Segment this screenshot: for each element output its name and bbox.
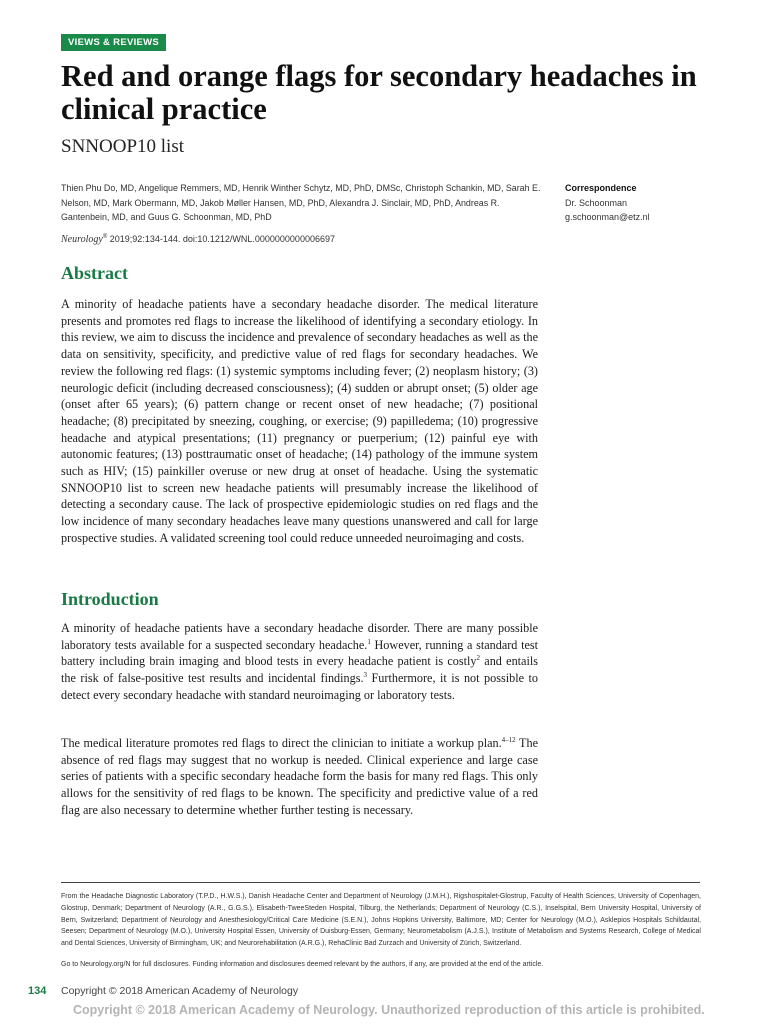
article-subtitle: SNNOOP10 list [61, 136, 184, 157]
correspondence-name: Dr. Schoonman [565, 197, 628, 208]
intro-p1-text-c: and entails the risk of false-positive test results and incidental findings. [61, 654, 538, 686]
correspondence-email[interactable]: g.schoonman@etz.nl [565, 212, 650, 223]
article-title: Red and orange flags for secondary headaches in clinical practice [61, 59, 697, 126]
journal-name: Neurology [61, 234, 103, 245]
registered-mark: ® [102, 234, 108, 240]
copyright-line: Copyright © 2018 American Academy of Neurology [61, 985, 299, 997]
footnote-divider [61, 882, 700, 883]
abstract-heading: Abstract [61, 263, 128, 283]
correspondence-block [565, 181, 745, 225]
citation-line [61, 234, 541, 245]
reference-link[interactable]: 2 [476, 654, 481, 663]
reference-link[interactable]: 3 [363, 671, 368, 680]
introduction-paragraph-1 [61, 620, 538, 704]
author-list: Thien Phu Do, MD, Angelique Remmers, MD, Henrik Winther Schytz, MD, PhD, DMSc, Christoph Schankin, MD, Sarah E. Nelson, MD, Mark Obermann, MD, Jakob Møller Hansen, MD, PhD, Alexandra J. Sinclair, MD, PhD, Andreas R. Gantenbein, MD, and Guus G. Schoonman, MD, PhD [61, 183, 541, 223]
intro-p1-text-b: However, running a standard test battery including brain imaging and blood tests in every headache patient is costly [61, 637, 538, 669]
copyright-watermark: Copyright © 2018 American Academy of Neurology. Unauthorized reproduction of this article is prohibited. [73, 1003, 705, 1017]
page-number: 134 [28, 985, 47, 997]
introduction-heading: Introduction [61, 589, 159, 609]
citation-details: 2019;92:134-144. doi:10.1212/WNL.0000000000006697 [107, 234, 335, 244]
intro-p1-text-d: Furthermore, it is not possible to detect every secondary headache with standard neuroimaging or laboratory tests. [61, 671, 538, 702]
abstract-text: A minority of headache patients have a secondary headache disorder. The medical literature presents and promotes red flags to increase the likelihood of identifying a secondary etiology. In this review, we aim to discuss the incidence and prevalence of secondary headaches as well as the data on sensitivity, specificity, and predictive value of red flags for secondary headaches. We review the following red flags: (1) systemic symptoms including fever; (2) neoplasm history; (3) neurologic deficit (including decreased consciousness); (4) sudden or abrupt onset; (5) older age (onset after 65 years); (6) pattern change or recent onset of new headache; (7) positional headache; (8) precipitated by sneezing, coughing, or exercise; (9) papilledema; (10) progressive headache and atypical presentations; (11) pregnancy or puerperium; (12) painful eye with autonomic features; (13) posttraumatic onset of headache; (14) pathology of the immune system such as HIV; (15) painkiller overuse or new drug at onset of headache. Using the systematic SNNOOP10 list to screen new headache patients will presumably increase the likelihood of detecting a secondary cause. The lack of prospective epidemiologic studies on red flags and the low incidence of many secondary headaches leave many questions unanswered and call for large prospective studies. A validated screening tool could reduce unneeded neuroimaging and costs. [61, 297, 538, 545]
introduction-paragraph-2 [61, 735, 538, 819]
intro-p1-text-a: A minority of headache patients have a secondary headache disorder. There are many possible laboratory tests available for a suspected secondary headache. [61, 621, 538, 652]
reference-link[interactable]: 4–12 [501, 735, 516, 744]
correspondence-heading: Correspondence [565, 183, 637, 193]
disclosures-footnote: Go to Neurology.org/N for full disclosures. Funding information and disclosures deemed relevant by the authors, if any, are provided at the end of the article. [61, 961, 544, 968]
reference-link[interactable]: 1 [367, 637, 371, 646]
intro-p2-text-b: The absence of red flags may suggest that no workup is needed. Clinical experience and large case series of patients with a specific secondary headache form the basis for many red flags. This only allows for the sensitivity of red flags to be known. The specificity and predictive value of a red flag are also necessary to determine whether further testing is necessary. [61, 736, 539, 817]
section-badge: VIEWS & REVIEWS [61, 34, 166, 51]
affiliations-footnote: From the Headache Diagnostic Laboratory (T.P.D., H.W.S.), Danish Headache Center and Department of Neurology (J.M.H.), Rigshospitalet-Glostrup, Faculty of Health Sciences, University of Copenhagen, Glostrup, Denmark; Department of Neurology (A.R., G.G.S.), Elisabeth-TweeSteden Hospital, Tilburg, the Netherlands; Department of Neurology (C.S.), Inselspital, Bern University Hospital, University of Bern, Switzerland; Department of Neurology and Anesthesiology/Critical Care Medicine (S.E.N.), Johns Hopkins University, Baltimore, MD; Center for Neurology (M.O.), Asklepios Hospitals Schildautal, Seesen; Department of Neurology (M.O.), University Hospital Essen, University of Duisburg-Essen, Germany; Neurometabolism (A.J.S.), Institute of Metabolism and Systems Research, College of Medical and Dental Sciences, University of Birmingham, UK; and Neurorehabilitation (A.R.G.), RehaClinic Bad Zurzach and University of Zürich, Switzerland. [61, 893, 701, 948]
intro-p2-text-a: The medical literature promotes red flags to direct the clinician to initiate a workup plan. [61, 736, 502, 750]
